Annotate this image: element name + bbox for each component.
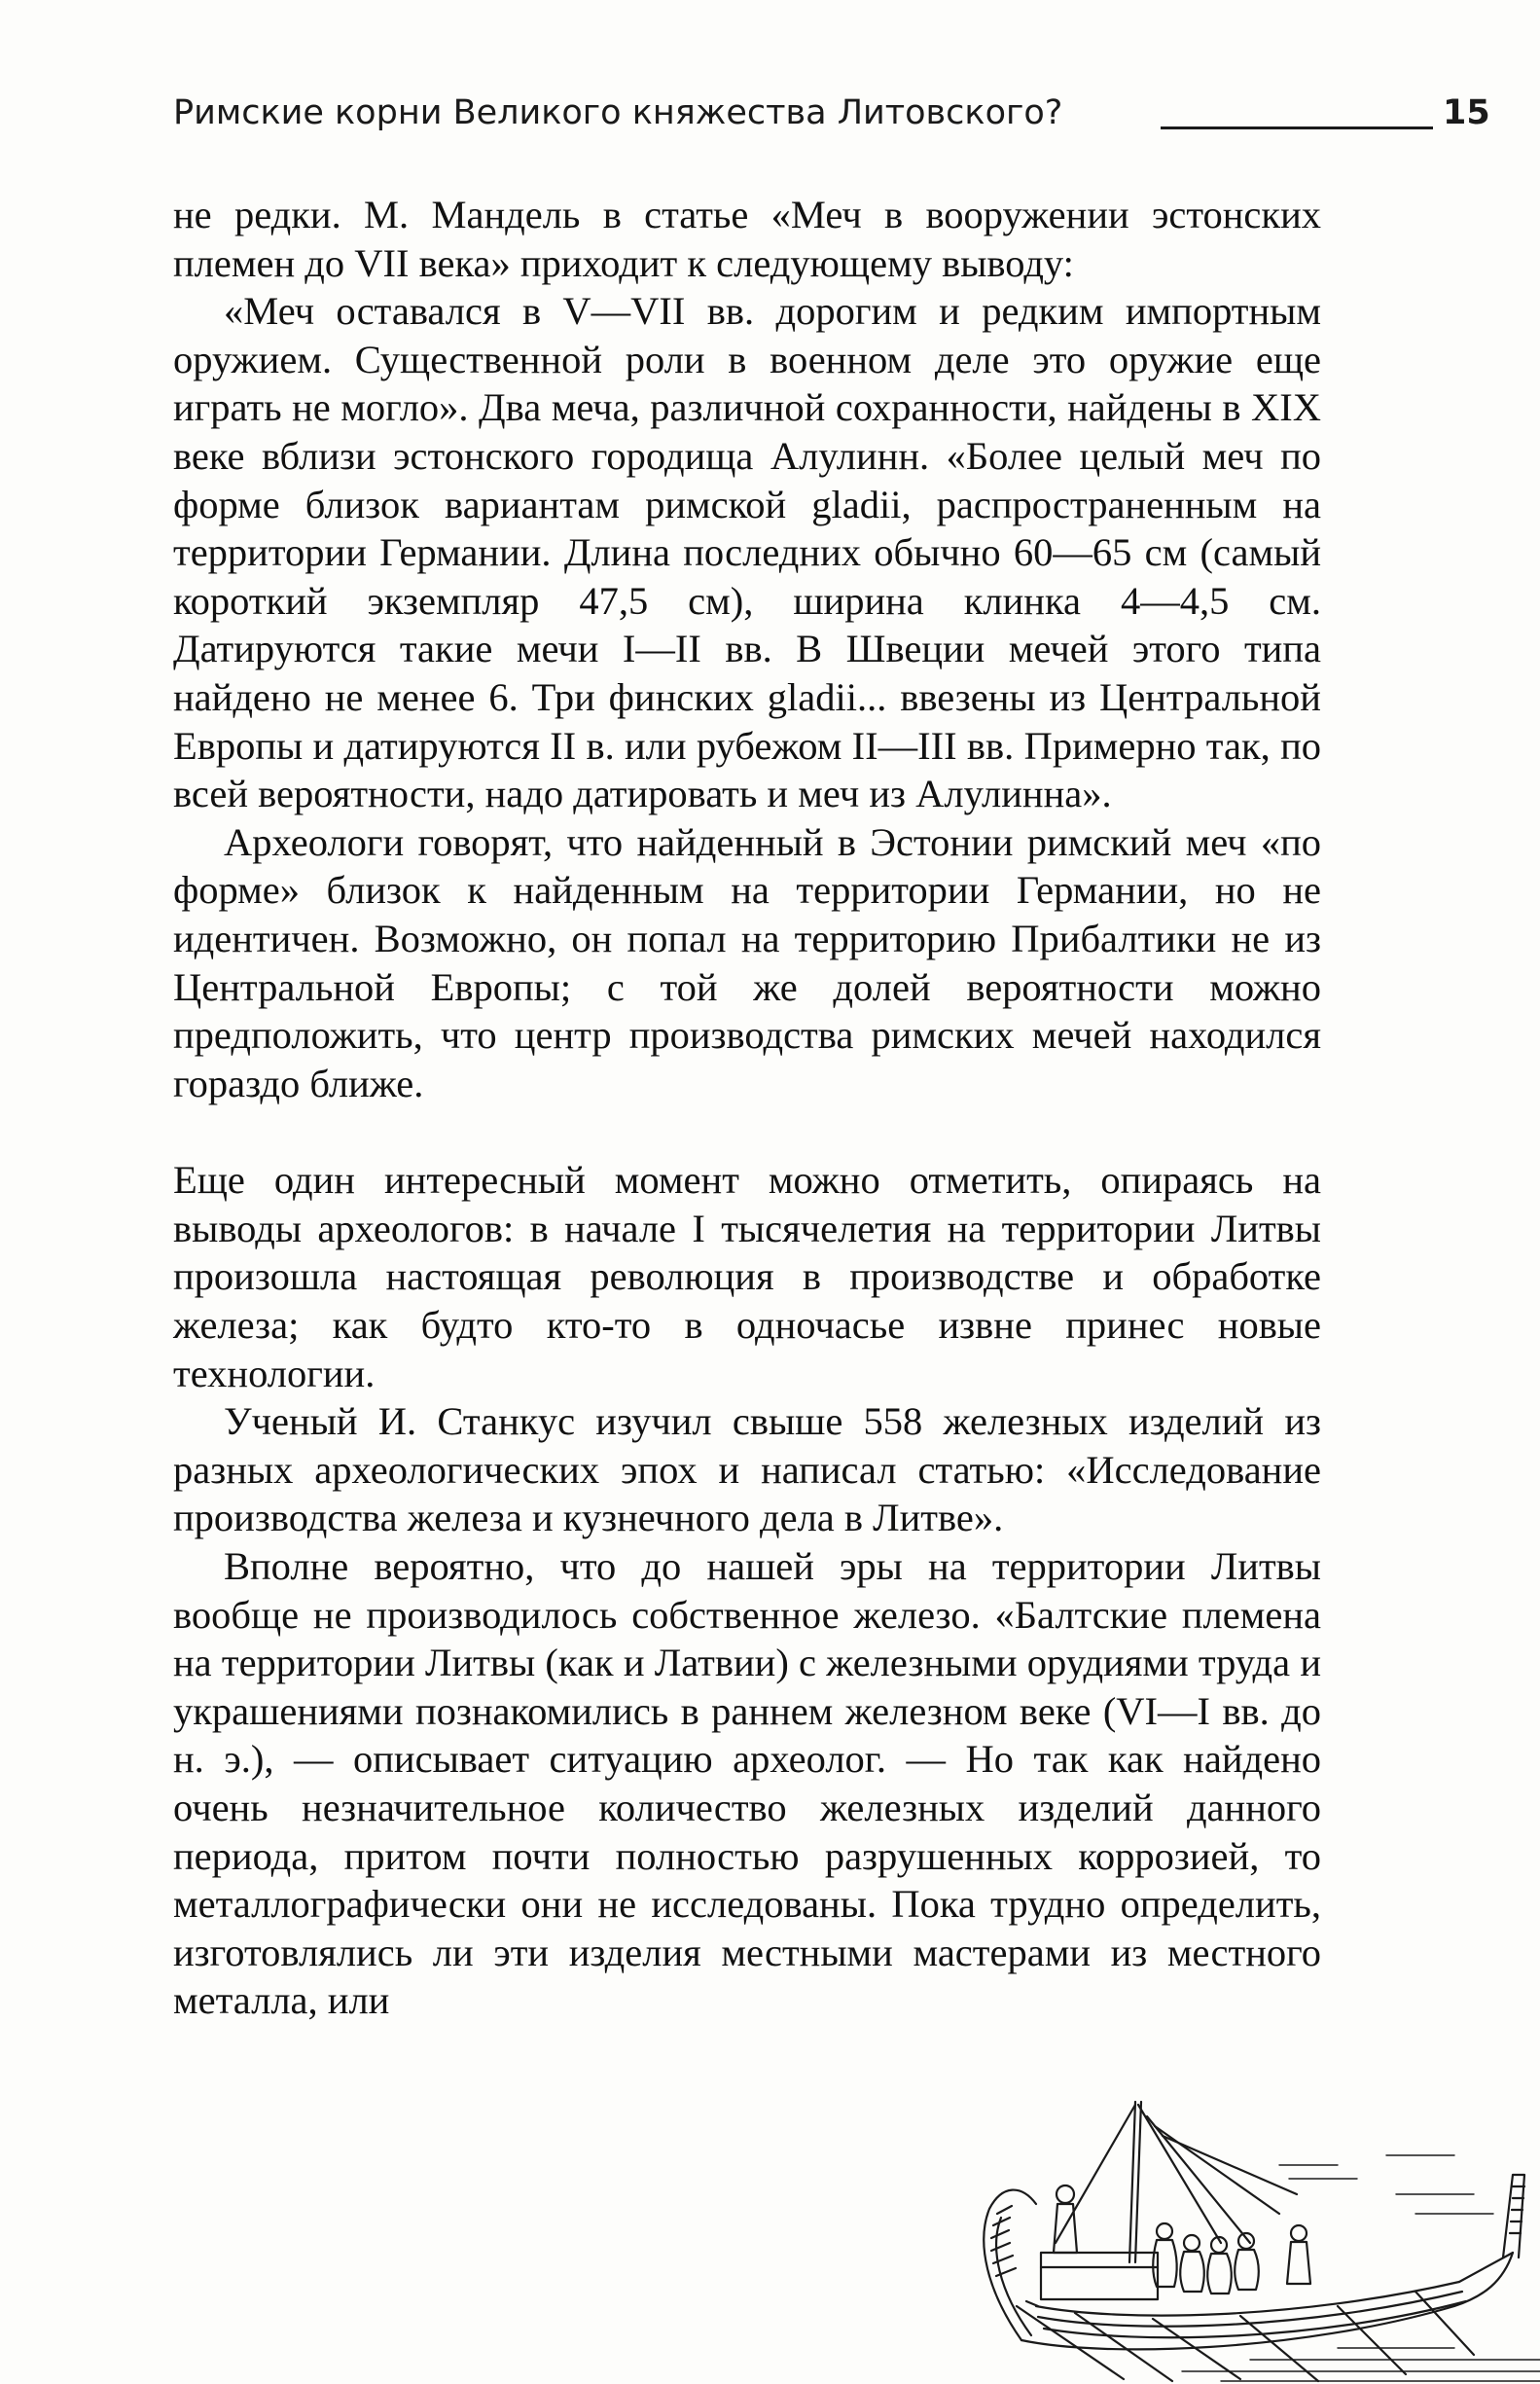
section-break <box>173 1107 1321 1156</box>
stern <box>984 2190 1036 2340</box>
paragraph-stankus: Ученый И. Станкус изучил свыше 558 железных изделий из разных археологических эпох и написал статью: «Исследование производства железа и кузнечного дела в Литве». <box>173 1399 1321 1540</box>
page-number: 15 <box>1443 93 1490 132</box>
paragraph-iron-production: Вполне вероятно, что до нашей эры на территории Литвы вообще не производилось собственное железо. «Балтские племена на территории Литвы (как и Латвии) с железными орудиями труда и украшениями познакомились в раннем железном веке (VI—I вв. до н. э.), — описывает ситуацию археолог. — Но так как найдено очень незначительное количество железных изделий данного периода, притом почти полностью разрушенных коррозией, то металлографически они не исследованы. Пока трудно определить, изготовлялись ли эти изделия местными мастерами из местного металла, или <box>173 1544 1321 2023</box>
running-head-rule <box>1161 126 1433 129</box>
deck-cabin <box>1041 2253 1158 2299</box>
paragraph-quote-mandel: «Меч оставался в V—VII вв. дорогим и редким импортным оружием. Существенной роли в военном деле это оружие еще играть не могло». Два меча, различной сохранности, найдены в XIX веке вблизи эстонского городища Алулинн. «Более целый меч по форме близок вариантам римской gladii, распространенным на территории Германии. Длина последних обычно 60—65 см (самый короткий экземпляр 47,5 см), ширина клинка 4—4,5 см. Датируются такие мечи I—II вв. В Швеции мечей этого типа найдено не менее 6. Три финских gladii... ввезены из Центральной Европы и датируются II в. или рубежом II—III вв. Примерно так, по всей вероятности, надо датировать и меч из Алулинна». <box>173 289 1321 816</box>
figures <box>1054 2185 1310 2294</box>
body-text <box>173 191 1321 2025</box>
prow <box>1503 2175 1524 2258</box>
paragraph-iron-revolution: Еще один интересный момент можно отметить, опираясь на выводы археологов: в начале I тысячелетия на территории Литвы произошла настоящая революция в производстве и обработке железа; как будто кто-то в одночасье извне принес новые технологии. <box>173 1158 1321 1395</box>
running-head-title: Римские корни Великого княжества Литовского? <box>173 93 1063 132</box>
paragraph-archaeologists: Археологи говорят, что найденный в Эстонии римский меч «по форме» близок к найденным на территории Германии, но не идентичен. Возможно, он попал на территорию Прибалтики не из Центральной Европы; с той же долей вероятности можно предположить, что центр производства римских мечей находился гораздо ближе. <box>173 819 1321 1105</box>
paragraph-continuation: не редки. М. Мандель в статье «Меч в вооружении эстонских племен до VII века» приходит к следующему выводу: <box>173 193 1321 285</box>
oars <box>1017 2292 1474 2381</box>
running-head <box>173 93 1490 142</box>
mast <box>1056 2102 1297 2262</box>
ship-illustration <box>929 2097 1540 2384</box>
